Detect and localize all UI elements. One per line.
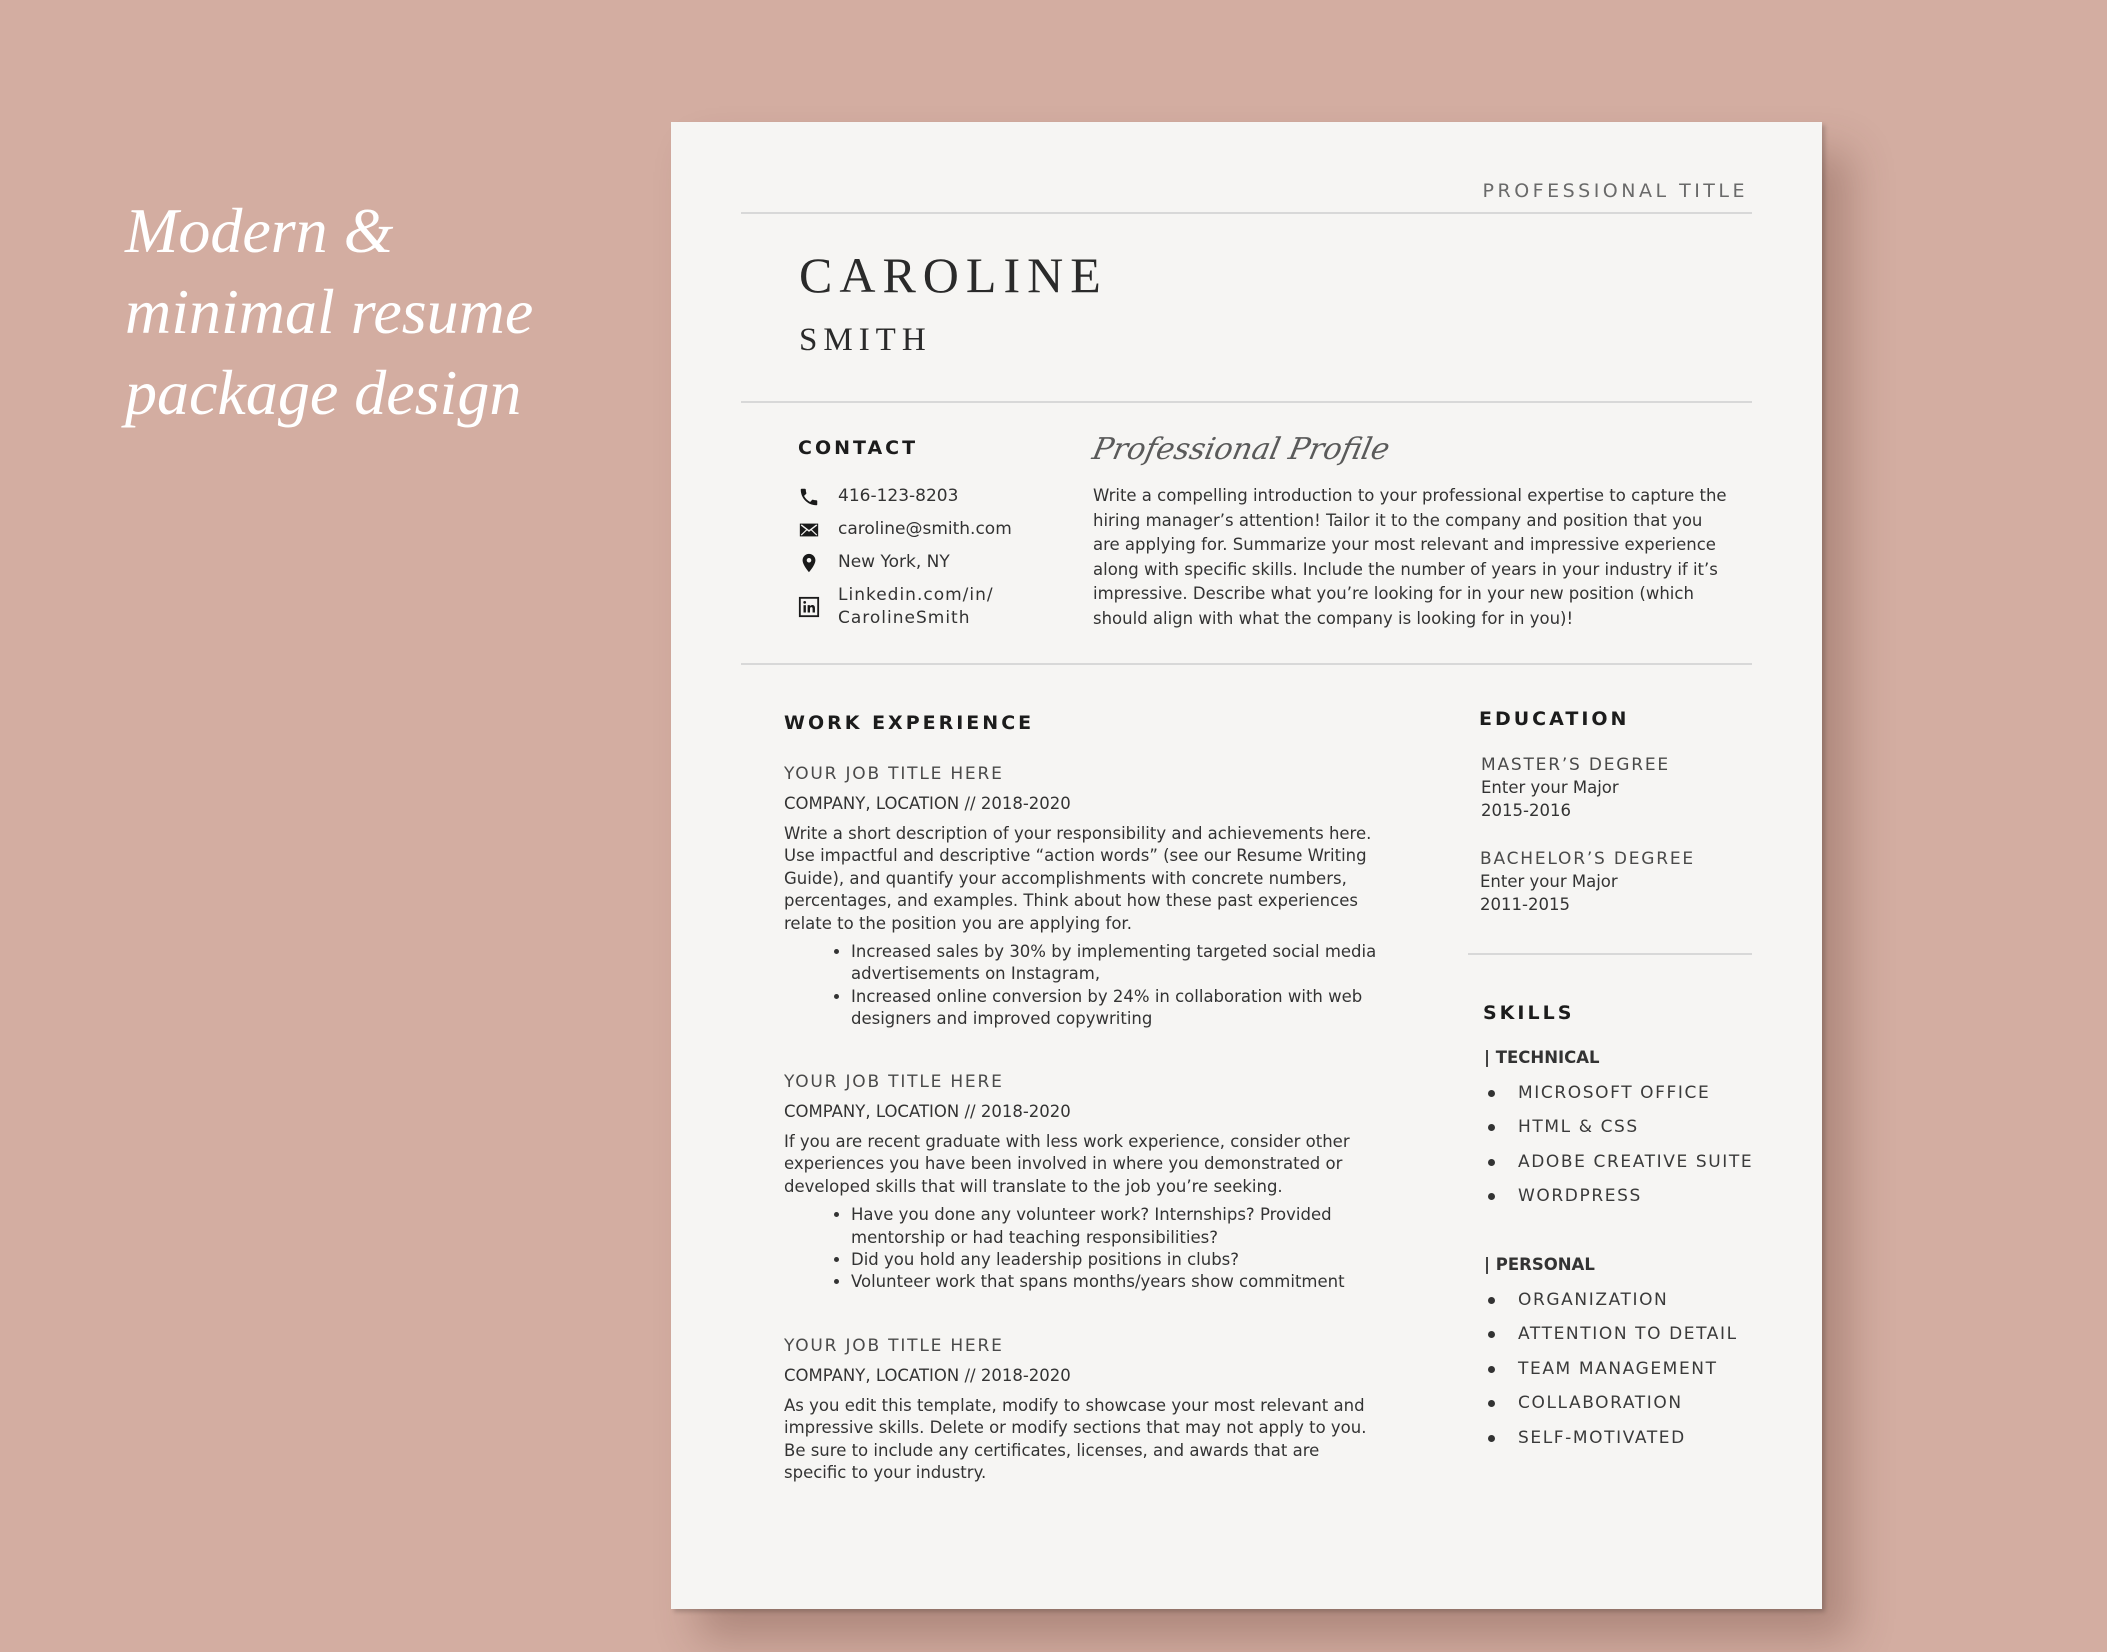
tagline-line: package design: [125, 357, 522, 428]
profile-text: Write a compelling introduction to your professional expertise to capture the hiring manager’s attention! Tailor it to the company and position that you are applying for. Summarize your most relevant and impressive experience along with specific skills. Include the number of years in your industry if it’s impressive. Describe what you’re looking for in your new position (which should align with what the company is looking for in you)!: [1093, 486, 1727, 628]
job-bullets: [784, 1204, 1384, 1294]
map-pin-icon: [798, 552, 820, 574]
job-description: As you edit this template, modify to showcase your most relevant and impressive skills. Delete or modify sections that may not apply to you. Be sure to include any certificates, licenses, and awards that are specific to your industry.: [784, 1396, 1367, 1483]
education-heading: EDUCATION: [1479, 708, 1630, 730]
skill-item: TEAM MANAGEMENT: [1483, 1358, 1743, 1392]
skill-item: SELF-MOTIVATED: [1483, 1427, 1743, 1461]
contact-linkedin: [798, 584, 1048, 630]
job-bullets: [784, 941, 1384, 1031]
divider: [741, 663, 1752, 665]
skills-heading: SKILLS: [1483, 1002, 1575, 1024]
divider: [741, 401, 1752, 403]
job-bullet: • Volunteer work that spans months/years show commitment: [851, 1271, 1384, 1293]
job-company: COMPANY, LOCATION // 2018-2020: [784, 794, 1071, 813]
work-experience-heading: WORK EXPERIENCE: [784, 712, 1035, 734]
skill-item: WORDPRESS: [1483, 1185, 1743, 1219]
skills-personal-label: | PERSONAL: [1484, 1255, 1595, 1274]
job-title: YOUR JOB TITLE HERE: [784, 1336, 1004, 1356]
job-company: COMPANY, LOCATION // 2018-2020: [784, 1366, 1071, 1385]
education-entry: [1480, 848, 1740, 916]
job-title: YOUR JOB TITLE HERE: [784, 764, 1004, 784]
technical-skills-list: [1483, 1082, 1754, 1220]
tagline-line: Modern &: [125, 195, 394, 266]
job-bullet: • Have you done any volunteer work? Internships? Provided mentorship or had teaching responsibilities?: [851, 1204, 1384, 1249]
linkedin-url-line1: Linkedin.com/in/: [838, 585, 994, 605]
job-bullet: • Did you hold any leadership positions in clubs?: [851, 1249, 1384, 1271]
tagline: [125, 190, 645, 433]
skill-item: MICROSOFT OFFICE: [1483, 1082, 1743, 1116]
skill-item: ORGANIZATION: [1483, 1289, 1743, 1323]
contact-email: [798, 518, 1048, 541]
skill-item: HTML & CSS: [1483, 1116, 1743, 1150]
envelope-icon: [798, 519, 820, 541]
professional-title: PROFESSIONAL TITLE: [1482, 180, 1748, 202]
major: Enter your Major: [1480, 872, 1618, 891]
location: New York, NY: [838, 552, 950, 572]
job-entry: [784, 1335, 1384, 1485]
personal-skills-list: [1483, 1289, 1743, 1461]
job-description: Write a short description of your responsibility and achievements here. Use impactful and descriptive “action words” (see our Resume Writing Guide), and quantify your accomplishments with concrete numbers, percentages, and examples. Think about how these past experiences relate to the position you are applying for.: [784, 824, 1372, 933]
contact-location: [798, 551, 1048, 574]
education-entry: [1481, 754, 1741, 822]
last-name: SMITH: [799, 322, 932, 358]
phone-number: 416-123-8203: [838, 486, 959, 506]
major: Enter your Major: [1481, 778, 1619, 797]
job-bullet: • Increased online conversion by 24% in collaboration with web designers and improved copywriting: [851, 986, 1384, 1031]
phone-icon: [798, 486, 820, 508]
degree: MASTER’S DEGREE: [1481, 755, 1670, 775]
job-entry: [784, 763, 1384, 1031]
divider: [1468, 953, 1752, 955]
job-description: If you are recent graduate with less work experience, consider other experiences you have been involved in where you demonstrated or developed skills that will translate to the job you’re seeking.: [784, 1132, 1350, 1196]
years: 2011-2015: [1480, 894, 1570, 914]
email-address: caroline@smith.com: [838, 519, 1012, 539]
skill-item: ADOBE CREATIVE SUITE: [1483, 1151, 1743, 1185]
linkedin-icon: [798, 596, 820, 618]
tagline-line: minimal resume: [125, 276, 534, 347]
job-company: COMPANY, LOCATION // 2018-2020: [784, 1102, 1071, 1121]
skill-item: COLLABORATION: [1483, 1392, 1743, 1426]
contact-list: [798, 485, 1048, 640]
job-title: YOUR JOB TITLE HERE: [784, 1072, 1004, 1092]
job-entry: [784, 1071, 1384, 1294]
first-name: CAROLINE: [799, 247, 1108, 303]
divider: [741, 212, 1752, 214]
job-bullet: • Increased sales by 30% by implementing targeted social media advertisements on Instagram,: [851, 941, 1384, 986]
contact-phone: [798, 485, 1048, 508]
degree: BACHELOR’S DEGREE: [1480, 849, 1695, 869]
linkedin-url-line2: CarolineSmith: [838, 608, 971, 628]
skills-technical-label: | TECHNICAL: [1484, 1048, 1600, 1067]
skill-item: ATTENTION TO DETAIL: [1483, 1323, 1743, 1357]
years: 2015-2016: [1481, 800, 1571, 820]
profile-heading: Professional Profile: [1089, 432, 1393, 467]
resume-page: [671, 122, 1822, 1609]
contact-heading: CONTACT: [798, 437, 919, 459]
